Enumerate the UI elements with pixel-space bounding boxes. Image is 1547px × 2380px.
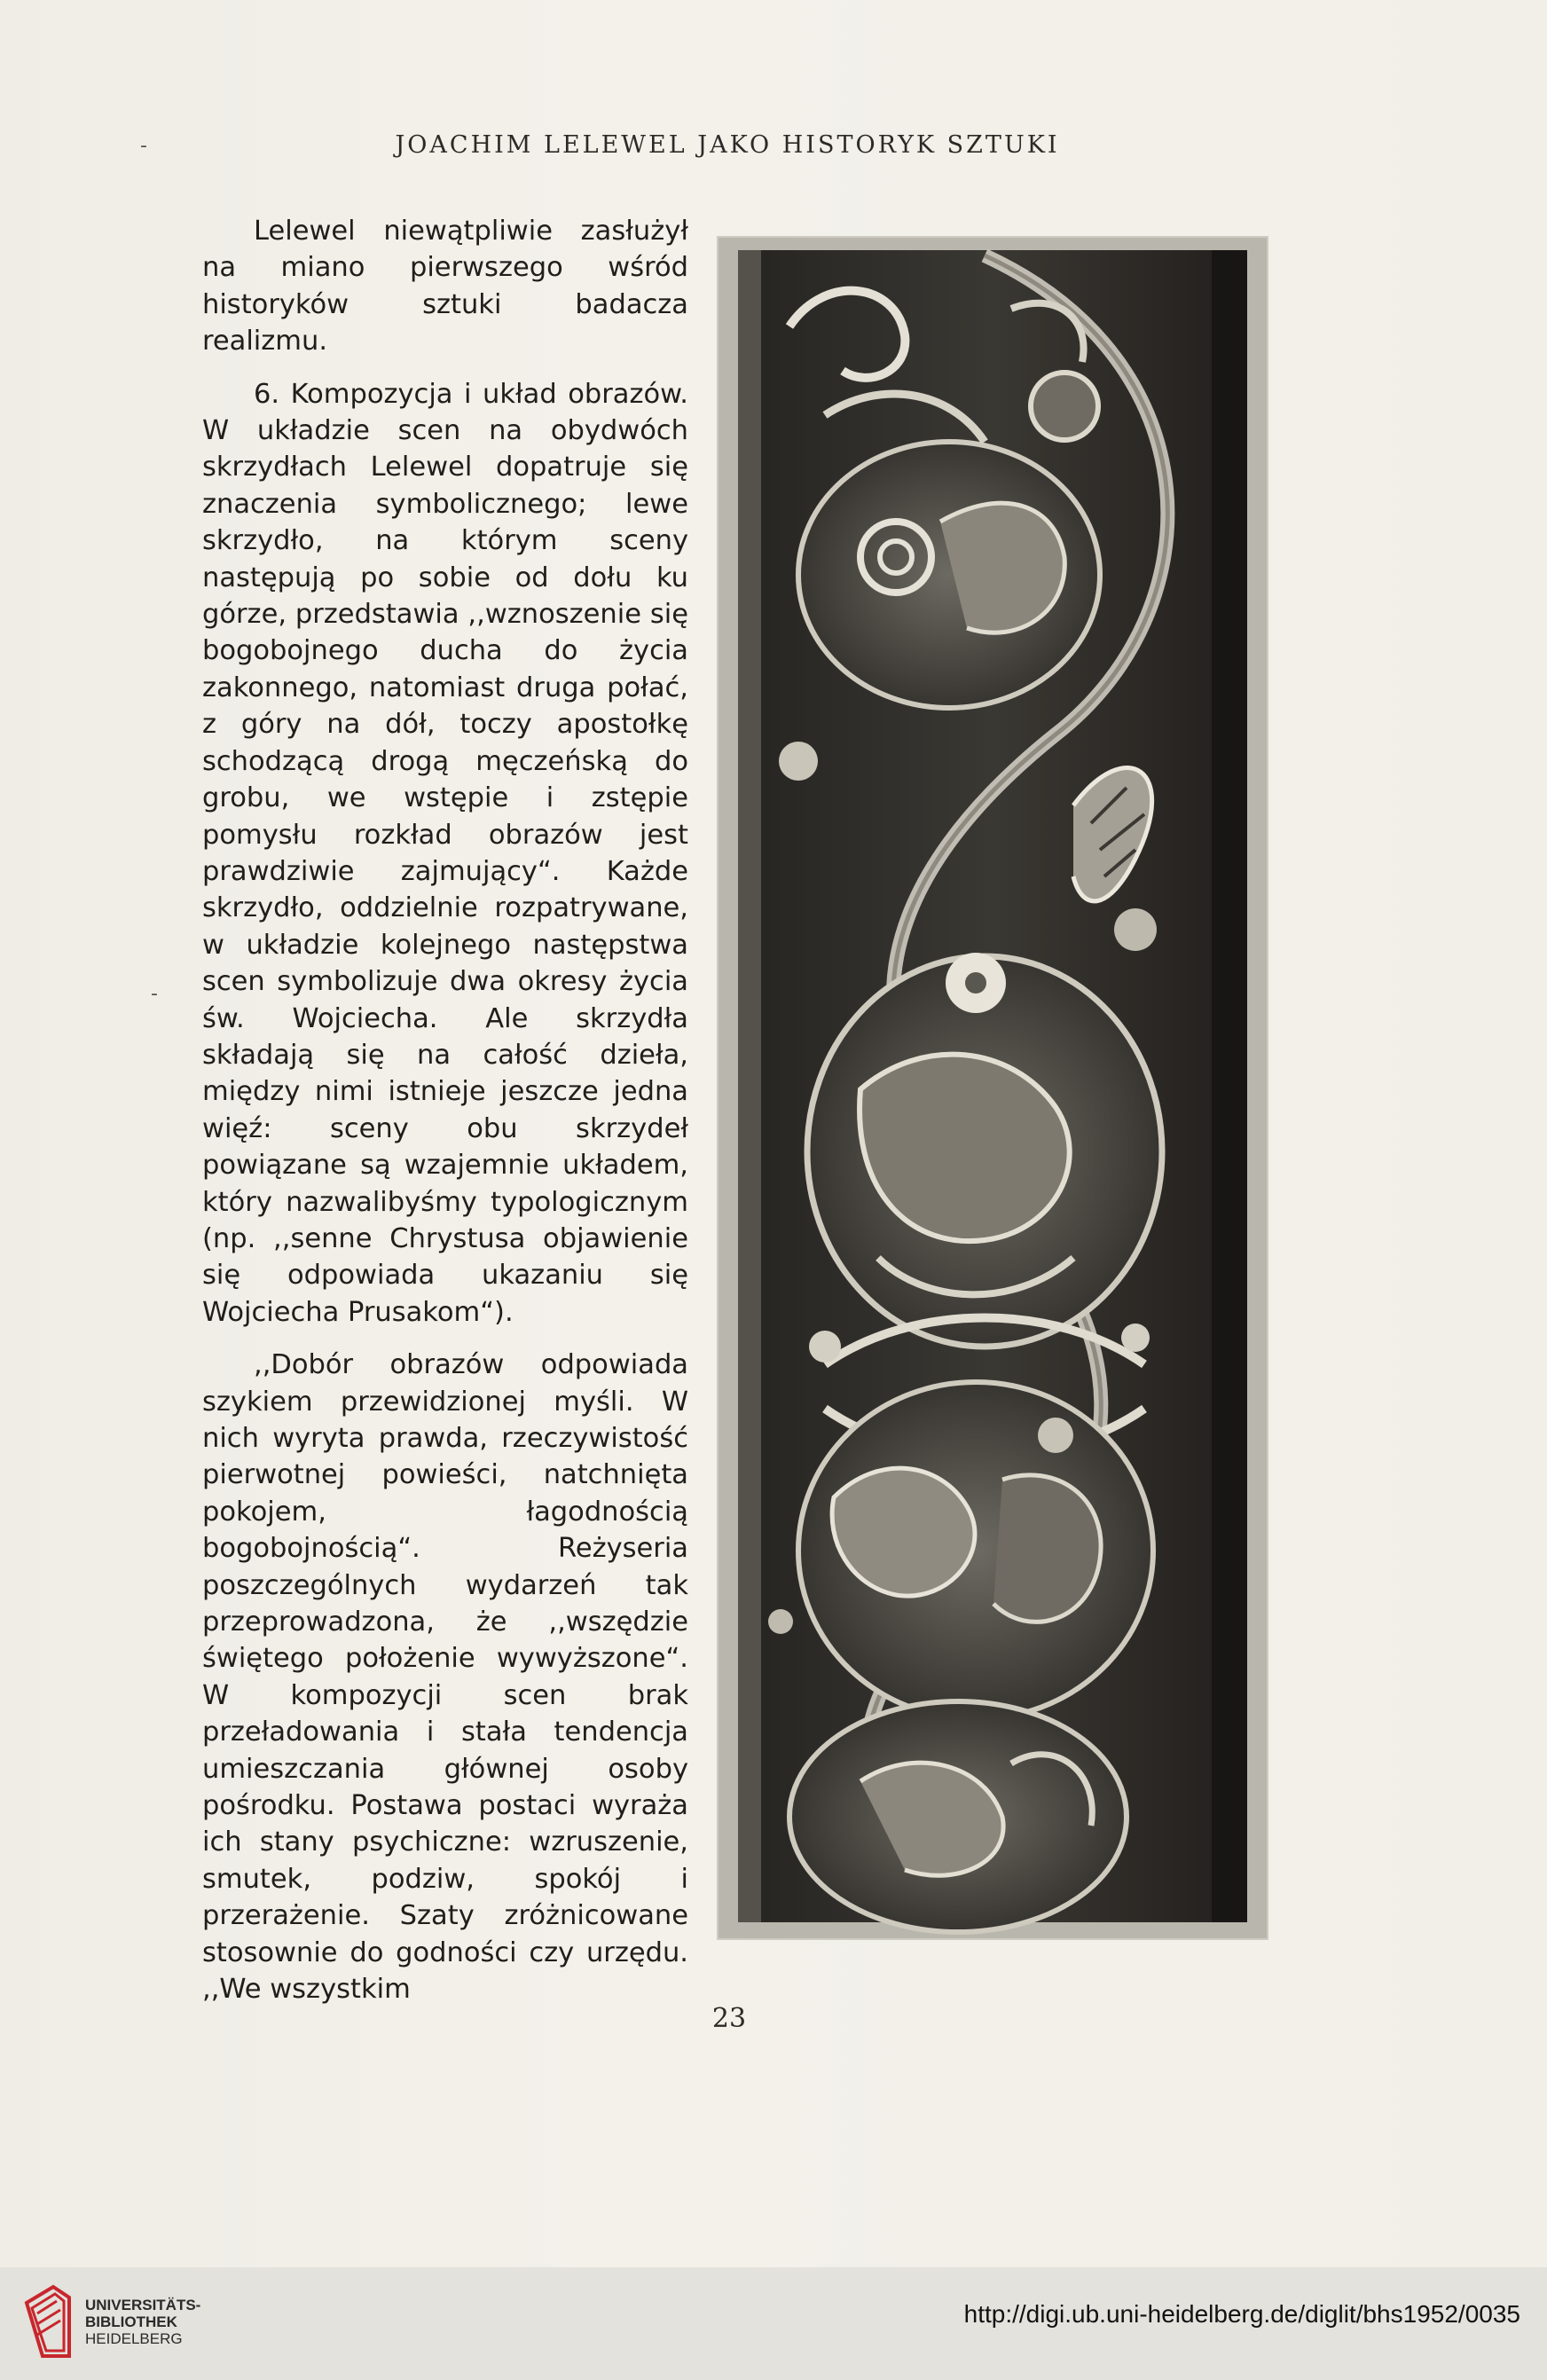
library-name [85,2297,200,2347]
page-number: 23 [711,2003,747,2034]
body-text [202,213,688,2008]
source-url[interactable]: http://digi.ub.uni-heidelberg.de/diglit/bhs1952/0035 [963,2300,1520,2328]
library-name-line: UNIVERSITÄTS- [85,2297,201,2313]
margin-mark: - [140,135,147,157]
paragraph: ,,Dobór obrazów odpowiada szykiem przewidzionej myśli. W nich wyryta prawda, rzeczywistość pierwotnej powieści, natchnięta pokojem, łagodnością bogobojnością“. Reżyseria poszczególnych wydarzeń tak przeprowadzona, że ,,wszędzie świętego położenie wywyższone“. W kompozycji scen brak przeładowania i stała tendencja umieszczania głównej osoby pośrodku. Postawa postaci wyraża ich stany psychiczne: wzruszenie, smutek, podziw, spokój i przerażenie. Szaty zróżnicowane stosownie do godności czy urzędu. ,,We wszystkim [202,1349,688,2006]
library-logo-icon [20,2282,75,2363]
library-name-line: BIBLIOTHEK [85,2313,177,2330]
margin-mark: - [151,983,158,1005]
library-name-line: HEIDELBERG [85,2330,183,2347]
relief-photograph [719,238,1267,1938]
paragraph: 6. Kompozycja i układ obrazów. W układzie scen na obydwóch skrzydłach Lelewel dopatruje się znaczenia symbolicznego; lewe skrzydło, na którym sceny następują po sobie od dołu ku górze, przedstawia ,,wznoszenie się bogobojnego ducha do życia zakonnego, natomiast druga połać, z góry na dół, toczy apostołkę schodzącą drogą męczeńską do grobu, we wstępie i zstępie pomysłu rozkład obrazów jest prawdziwie zajmujący“. Każde skrzydło, oddzielnie rozpatrywane, w układzie kolejnego następstwa scen symbolizuje dwa okresy życia św. Wojciecha. Ale skrzydła składają się na całość dzieła, między nimi istnieje jeszcze jedna więź: sceny obu skrzydeł powiązane są wzajemnie układem, który nazwalibyśmy typologicznym (np. ,,senne Chrystusa objawienie się odpowiada ukazaniu się Wojciecha Prusakom“). [202,378,688,1328]
running-head: JOACHIM LELEWEL JAKO HISTORYK SZTUKI [395,131,1060,159]
paragraph: Lelewel niewątpliwie zasłużył na miano pierwszego wśród historyków sztuki badacza realizmu. [202,216,688,357]
